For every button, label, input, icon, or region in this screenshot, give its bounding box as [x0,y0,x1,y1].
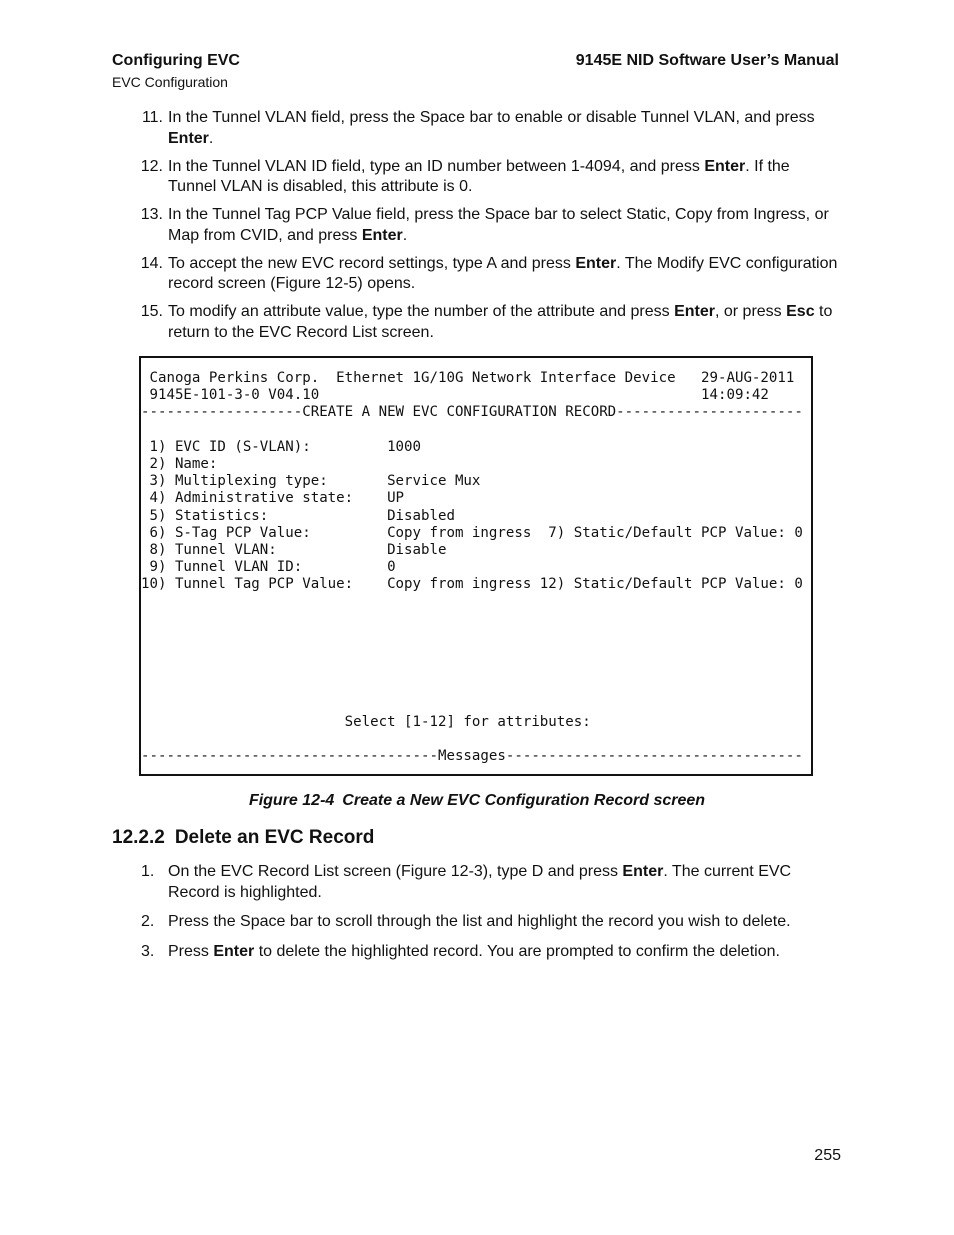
step-text: In the Tunnel VLAN field, press the Space bar to enable or disable Tunnel VLAN, and press Enter. [168,109,815,147]
chapter-title: Configuring EVC [112,52,240,69]
step-text: Press the Space bar to scroll through the list and highlight the record you wish to delete. [168,913,791,930]
terminal-line: -------------------CREATE A NEW EVC CONFIGURATION RECORD---------------------- [141,404,803,421]
step-number: 11. [141,109,163,126]
step-text: To modify an attribute value, type the number of the attribute and press Enter, or press Esc to return to the EVC Record List screen. [168,303,833,341]
step-number: 13. [140,206,163,223]
terminal-line: 5) Statistics: Disabled [141,507,455,524]
step-text: In the Tunnel Tag PCP Value field, press the Space bar to select Static, Copy from Ingress, or Map from CVID, and press Enter. [168,206,829,244]
terminal-line: Select [1-12] for attributes: [141,714,591,731]
terminal-line: 10) Tunnel Tag PCP Value: Copy from ingress 12) Static/Default PCP Value: 0 [141,576,803,593]
list-item [112,302,840,343]
step-number: 2. [141,913,155,930]
step-text: To accept the new EVC record settings, type A and press Enter. The Modify EVC configuration record screen (Figure 12-5) opens. [168,254,838,292]
step-number: 15. [140,303,163,320]
terminal-line: Canoga Perkins Corp. Ethernet 1G/10G Network Interface Device 29-AUG-2011 [141,370,795,386]
step-number: 1. [141,863,155,880]
list-item [112,157,840,198]
list-item [112,205,840,246]
page-number: 255 [814,1147,841,1164]
step-number: 3. [141,942,155,960]
section-title: Delete an EVC Record [174,827,375,848]
terminal-line: -----------------------------------Messages----------------------------------- [141,748,803,765]
section-number: 12.2.2 [112,827,165,848]
list-item [112,254,840,295]
figure-number: Figure 12-4 [248,792,335,809]
terminal-text [141,370,803,766]
list-item [112,912,840,933]
figure-title: Create a New EVC Configuration Record screen [342,792,706,809]
step-number: 14. [140,254,163,272]
figure-caption [0,792,954,810]
terminal-line: 4) Administrative state: UP [141,490,405,507]
terminal-line: 9) Tunnel VLAN ID: 0 [141,559,396,576]
step-text: Press Enter to delete the highlighted record. You are prompted to confirm the deletion. [168,942,780,960]
terminal-line: 2) Name: [141,456,218,473]
step-number: 12. [140,157,163,175]
terminal-line: 6) S-Tag PCP Value: Copy from ingress 7) Static/Default PCP Value: 0 [141,524,803,541]
step-text: In the Tunnel VLAN ID field, type an ID number between 1-4094, and press Enter. If the Tunnel VLAN is disabled, this attribute is 0. [168,157,790,195]
procedure-steps-top [112,108,840,351]
section-heading [112,827,374,849]
terminal-line: 1) EVC ID (S-VLAN): 1000 [141,438,422,455]
list-item [112,942,840,963]
procedure-steps-bottom [112,862,840,971]
terminal-line: 9145E-101-3-0 V04.10 14:09:42 [141,387,769,404]
list-item [112,108,840,149]
terminal-screen [139,356,813,776]
list-item [112,862,840,903]
terminal-line: 8) Tunnel VLAN: Disable [141,542,447,559]
manual-title: 9145E NID Software User’s Manual [575,52,839,69]
section-subtitle: EVC Configuration [112,74,228,90]
step-text: On the EVC Record List screen (Figure 12-3), type D and press Enter. The current EVC Record is highlighted. [168,863,792,901]
terminal-line: 3) Multiplexing type: Service Mux [141,473,481,490]
